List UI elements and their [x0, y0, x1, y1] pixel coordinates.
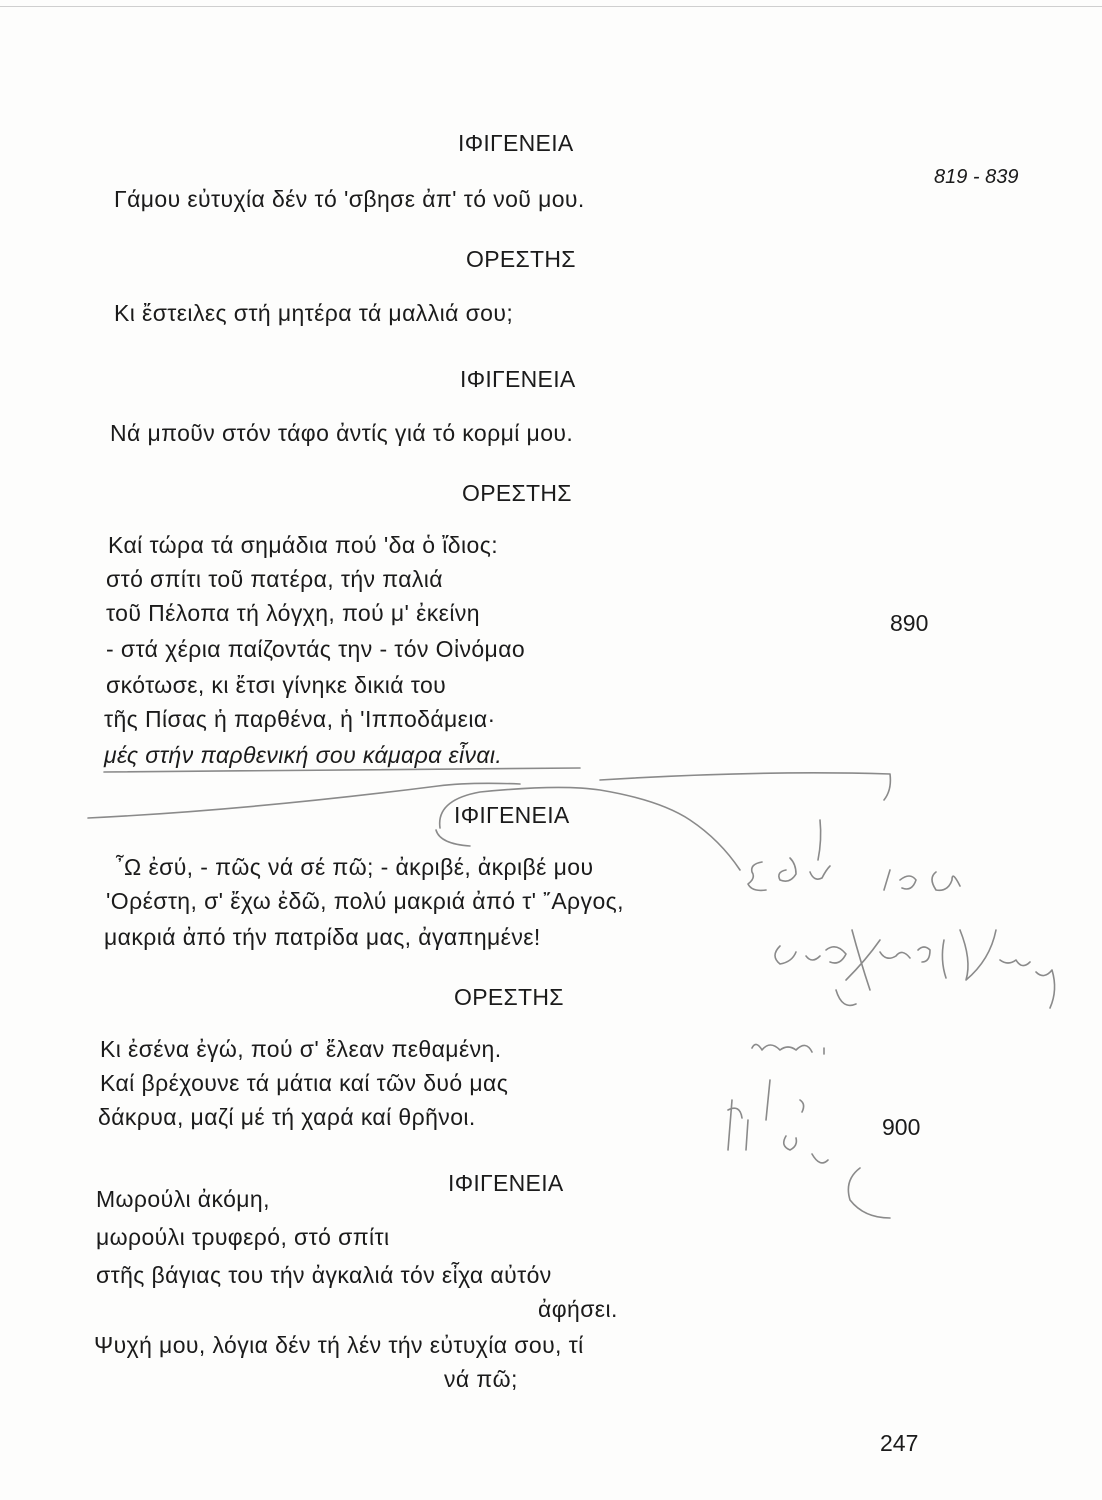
verse-line: σκότωσε, κι ἔτσι γίνηκε δικιά του [106, 672, 447, 698]
verse-line: ῏Ω ἐσύ, - πῶς νά σέ πῶ; - ἀκριβέ, ἀκριβέ μου [116, 854, 594, 880]
verse-line: Γάμου εὐτυχία δέν τό 'σβησε ἀπ' τό νοῦ μου. [114, 186, 585, 212]
verse-line-continuation: νά πῶ; [444, 1366, 518, 1392]
verse-line: Ψυχή μου, λόγια δέν τή λέν τήν εὐτυχία σου, τί [94, 1332, 584, 1358]
line-number-900: 900 [882, 1114, 921, 1140]
verse-line: Κι ἔστειλες στή μητέρα τά μαλλιά σου; [114, 300, 514, 326]
verse-line: στῆς βάγιας του τήν ἀγκαλιά τόν εἶχα αὐτόν [96, 1262, 552, 1288]
speaker-iphigenia: ΙΦΙΓΕΝΕΙΑ [458, 130, 574, 156]
line-range-reference: 819 - 839 [934, 166, 1019, 188]
verse-line: Καί τώρα τά σημάδια πού 'δα ὁ ἴδιος: [108, 532, 498, 558]
verse-line: τοῦ Πέλοπα τή λόγχη, πού μ' ἐκείνη [106, 600, 480, 626]
verse-line: - στά χέρια παίζοντάς την - τόν Οἰνόμαο [106, 636, 526, 662]
bracket-stroke [600, 773, 890, 800]
page-number: 247 [880, 1430, 919, 1456]
verse-line: δάκρυα, μαζί μέ τή χαρά καί θρῆνοι. [98, 1104, 476, 1130]
verse-line-underlined: μές στήν παρθενική σου κάμαρα εἶναι. [104, 742, 503, 768]
verse-line: μακριά ἀπό τήν πατρίδα μας, ἀγαπημένε! [104, 924, 541, 950]
line-number-890: 890 [890, 610, 929, 636]
verse-line: 'Ορέστη, σ' ἔχω ἐδῶ, πολύ μακριά ἀπό τ' ῎Αργος, [106, 888, 624, 914]
circle-stroke-tail [436, 830, 470, 846]
verse-line: στό σπίτι τοῦ πατέρα, τήν παλιά [106, 566, 443, 592]
speaker-iphigenia: ΙΦΙΓΕΝΕΙΑ [448, 1170, 564, 1196]
handwritten-note [728, 858, 1055, 1218]
speaker-orestes: ΟΡΕΣΤΗΣ [462, 480, 572, 506]
speaker-iphigenia: ΙΦΙΓΕΝΕΙΑ [460, 366, 576, 392]
bracket-tick [818, 820, 821, 860]
speaker-iphigenia-circled: ΙΦΙΓΕΝΕΙΑ [454, 802, 570, 828]
speaker-orestes: ΟΡΕΣΤΗΣ [466, 246, 576, 272]
verse-line: Κι ἐσένα ἐγώ, πού σ' ἔλεαν πεθαμένη. [100, 1036, 502, 1062]
verse-line: μωρούλι τρυφερό, στό σπίτι [96, 1224, 390, 1250]
speaker-orestes: ΟΡΕΣΤΗΣ [454, 984, 564, 1010]
verse-line: τῆς Πίσας ἡ παρθένα, ἡ 'Ιπποδάμεια· [104, 706, 496, 732]
verse-line: Καί βρέχουνε τά μάτια καί τῶν δυό μας [100, 1070, 509, 1096]
verse-line: Νά μποῦν στόν τάφο ἀντίς γιά τό κορμί μου. [110, 420, 574, 446]
verse-line-continuation: ἀφήσει. [538, 1296, 618, 1322]
underline-mark [104, 768, 580, 772]
verse-line: Μωρούλι ἀκόμη, [96, 1186, 270, 1212]
circle-stroke [440, 787, 740, 870]
